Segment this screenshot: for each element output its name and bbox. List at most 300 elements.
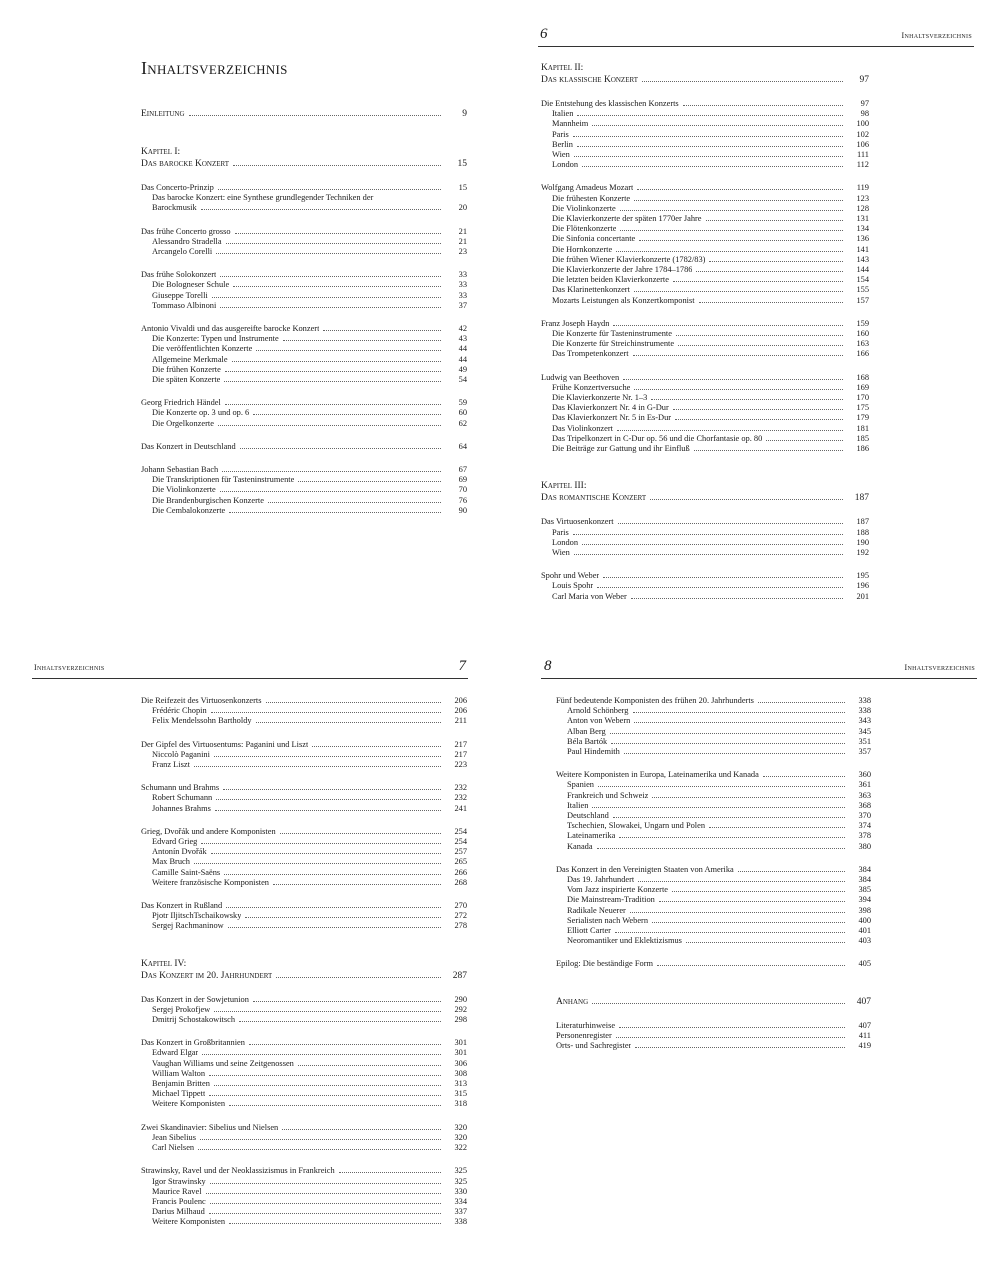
entry-title: Georg Friedrich Händel [141, 398, 221, 408]
dot-leader [218, 425, 441, 426]
entry-title: Die Konzerte für Streichinstrumente [552, 339, 675, 349]
entry-title: Felix Mendelssohn Bartholdy [152, 716, 252, 726]
entry-title: Alessandro Stradella [152, 236, 222, 246]
entry-page-number: 368 [858, 800, 871, 810]
dot-leader [233, 286, 441, 287]
toc-subentry [141, 485, 467, 495]
dot-leader [216, 253, 441, 254]
entry-page-number: 179 [856, 413, 869, 423]
toc-subentry [556, 727, 871, 737]
toc-section-entry [556, 865, 871, 875]
entry-page-number: 60 [458, 408, 467, 418]
entry-page-number: 363 [858, 790, 871, 800]
page-number: 7 [458, 658, 466, 674]
entry-title: Der Gipfel des Virtuosentums: Paganini und Liszt [141, 739, 309, 749]
entry-page-number: 37 [458, 300, 467, 310]
toc-subentry [141, 1099, 467, 1109]
entry-page-number: 232 [454, 793, 467, 803]
dot-leader [582, 166, 843, 167]
entry-title: Béla Bartók [567, 736, 608, 746]
spacer [141, 120, 467, 133]
dot-leader [198, 1149, 441, 1150]
introduction-entry [141, 108, 467, 120]
entry-title: Die späten Konzerte [152, 375, 221, 385]
entry-title: Die Klavierkonzerte Nr. 1–3 [552, 393, 648, 403]
toc-subentry [556, 737, 871, 747]
dot-leader [229, 512, 441, 513]
entry-page-number: 345 [858, 726, 871, 736]
dot-leader [686, 942, 845, 943]
entry-page-number: 185 [856, 433, 869, 443]
toc-subentry [541, 581, 869, 591]
entry-page-number: 187 [854, 493, 869, 504]
entry-title: Sergej Rachmaninow [152, 921, 224, 931]
entry-page-number: 320 [454, 1122, 467, 1132]
entry-page-number: 154 [856, 275, 869, 285]
entry-page-number: 287 [452, 970, 467, 981]
toc-subentry [541, 275, 869, 285]
toc-subentry [141, 1133, 467, 1143]
entry-page-number: 186 [856, 444, 869, 454]
toc-section-entry [141, 740, 467, 750]
toc-subentry [541, 109, 869, 119]
entry-title: Die Konzerte für Tasteninstrumente [552, 329, 672, 339]
dot-leader [616, 251, 843, 252]
toc-section-entry [141, 901, 467, 911]
entry-page-number: 181 [856, 423, 869, 433]
dot-leader [229, 1223, 441, 1224]
entry-title: Die Reifezeit des Virtuosenkonzerts [141, 696, 262, 705]
entry-page-number: 188 [856, 527, 869, 537]
toc-subentry [141, 1069, 467, 1079]
chapter-title-entry [141, 970, 467, 982]
entry-title: Weitere Komponisten [152, 1217, 226, 1227]
dot-leader [603, 577, 843, 578]
dot-leader [630, 912, 845, 913]
spacer [541, 504, 869, 517]
page-header-7 [32, 658, 468, 679]
toc-subentry [541, 285, 869, 295]
dot-leader [298, 1065, 441, 1066]
toc-subentry [556, 842, 871, 852]
entry-page-number: 407 [858, 1020, 871, 1030]
toc-subentry [541, 528, 869, 538]
dot-leader [210, 1203, 441, 1204]
dot-leader [763, 776, 845, 777]
entry-page-number: 131 [856, 214, 869, 224]
entry-page-number: 325 [454, 1176, 467, 1186]
dot-leader [619, 837, 845, 838]
toc-subentry [141, 878, 467, 888]
entry-page-number: 187 [856, 517, 869, 527]
entry-page-number: 160 [856, 329, 869, 339]
toc-subentry [556, 747, 871, 757]
entry-title: Louis Spohr [552, 581, 594, 591]
dot-leader [211, 853, 441, 854]
dot-leader [200, 1139, 441, 1140]
entry-title: Wien [552, 150, 570, 160]
entry-title: Carl Maria von Weber [552, 591, 627, 601]
toc-section-entry [541, 517, 869, 527]
entry-title: Die Hornkonzerte [552, 244, 613, 254]
toc-subentry [141, 1048, 467, 1058]
dot-leader [276, 977, 441, 978]
dot-leader [634, 200, 843, 201]
toc-section-entry [141, 270, 467, 280]
entry-title: Paris [552, 527, 569, 537]
dot-leader [216, 799, 441, 800]
toc-subentry [541, 150, 869, 160]
running-head: Inhaltsverzeichnis [904, 663, 975, 672]
entry-title: Zwei Skandinavier: Sibelius und Nielsen [141, 1122, 279, 1132]
toc-subentry [541, 538, 869, 548]
entry-title: Spanien [567, 780, 594, 790]
dot-leader [240, 448, 441, 449]
dot-leader [215, 810, 441, 811]
dot-leader [639, 240, 843, 241]
entry-page-number: 33 [458, 270, 467, 280]
toc-subentry [556, 936, 871, 946]
entry-title: Weitere Komponisten in Europa, Lateinamerika und Kanada [556, 770, 759, 780]
entry-title: Die Flötenkonzerte [552, 224, 617, 234]
dot-leader [194, 766, 441, 767]
entry-title: Die Brandenburgischen Konzerte [152, 495, 264, 505]
toc-section-entry [541, 571, 869, 581]
entry-title: Ludwig van Beethoven [541, 372, 620, 382]
toc-subentry [541, 349, 869, 359]
entry-title: Frankreich und Schweiz [567, 790, 649, 800]
entry-page-number: 98 [860, 109, 869, 119]
dot-leader [683, 105, 843, 106]
entry-title: Die frühen Konzerte [152, 364, 221, 374]
spacer [141, 727, 467, 740]
toc-subentry [141, 1089, 467, 1099]
toc-subentry [541, 413, 869, 423]
entry-page-number: 134 [856, 224, 869, 234]
entry-page-number: 206 [454, 696, 467, 705]
entry-title: Vom Jazz inspirierte Konzerte [567, 885, 669, 895]
entry-title: Spohr und Weber [541, 571, 600, 581]
entry-page-number: 306 [454, 1058, 467, 1068]
dot-leader [592, 125, 843, 126]
entry-page-number: 385 [858, 885, 871, 895]
entry-page-number: 97 [859, 75, 869, 85]
entry-title: Schumann und Brahms [141, 783, 220, 793]
toc-subentry [141, 237, 467, 247]
dot-leader [635, 1047, 845, 1048]
dot-leader [672, 891, 845, 892]
entry-page-number: 405 [858, 959, 871, 969]
entry-title: William Walton [152, 1068, 206, 1078]
dot-leader [209, 1213, 441, 1214]
entry-title: Johannes Brahms [152, 803, 211, 813]
toc-subentry [556, 811, 871, 821]
toc-subentry [541, 592, 869, 602]
toc-subentry [141, 1177, 467, 1187]
entry-page-number: 206 [454, 706, 467, 716]
entry-page-number: 170 [856, 393, 869, 403]
entry-title: Niccolò Paganini [152, 749, 210, 759]
entry-title: Die Bologneser Schule [152, 280, 230, 290]
entry-title: Robert Schumann [152, 793, 213, 803]
toc-subentry [141, 1187, 467, 1197]
dot-leader [610, 733, 845, 734]
toc-section-entry [541, 99, 869, 109]
toc-subentry [141, 921, 467, 931]
entry-page-number: 268 [454, 877, 467, 887]
entry-page-number: 69 [458, 475, 467, 485]
toc-subentry [141, 301, 467, 311]
entry-page-number: 119 [856, 183, 869, 193]
entry-page-number: 90 [458, 505, 467, 515]
toc-section-entry [141, 1038, 467, 1048]
entry-title: Arcangelo Corelli [152, 247, 213, 257]
spacer [141, 214, 467, 227]
spacer [141, 311, 467, 324]
entry-page-number: 357 [858, 747, 871, 757]
entry-title: London [552, 160, 579, 170]
toc-subentry [141, 506, 467, 516]
entry-title: London [552, 537, 579, 547]
entry-page-number: 315 [454, 1089, 467, 1099]
toc-subentry [556, 875, 871, 885]
toc-subentry [141, 247, 467, 257]
toc-section-entry [556, 696, 871, 706]
entry-title: Pjotr IljitschTschaikowsky [152, 911, 242, 921]
entry-page-number: 201 [856, 591, 869, 601]
entry-page-number: 141 [856, 244, 869, 254]
entry-page-number: 128 [856, 203, 869, 213]
dot-leader [209, 1095, 441, 1096]
toc-subentry [541, 329, 869, 339]
entry-title: Darius Milhaud [152, 1207, 205, 1217]
entry-page-number: 33 [458, 290, 467, 300]
entry-title: Anton von Webern [567, 716, 631, 726]
toc-section-entry [541, 319, 869, 329]
entry-title: Dmitrij Schostakowitsch [152, 1015, 236, 1025]
dot-leader [222, 471, 441, 472]
spacer [141, 982, 467, 995]
dot-leader [633, 712, 846, 713]
toc-subentry [141, 1217, 467, 1227]
entry-page-number: 15 [458, 183, 467, 192]
toc-subentry [141, 760, 467, 770]
toc-subentry [541, 255, 869, 265]
toc-entries-page-7 [141, 696, 467, 1228]
entry-title: Die Sinfonia concertante [552, 234, 636, 244]
toc-subentry [541, 194, 869, 204]
toc-subentry [141, 911, 467, 921]
dot-leader [706, 220, 843, 221]
entry-page-number: 400 [858, 915, 871, 925]
entry-page-number: 136 [856, 234, 869, 244]
entry-title: Kanada [567, 841, 593, 851]
spacer [556, 970, 871, 983]
dot-leader [613, 817, 845, 818]
entry-page-number: 241 [454, 803, 467, 813]
dot-leader [228, 927, 441, 928]
entry-page-number: 361 [858, 780, 871, 790]
entry-title: Antonio Vivaldi und das ausgereifte barocke Konzert [141, 324, 320, 334]
entry-title: Tschechien, Slowakei, Ungarn und Polen [567, 821, 706, 831]
entry-page-number: 168 [856, 372, 869, 382]
entry-page-number: 21 [458, 236, 467, 246]
dot-leader [209, 1075, 441, 1076]
entry-title: Franz Joseph Haydn [541, 318, 610, 328]
toc-subentry [141, 793, 467, 803]
toc-subentry [141, 804, 467, 814]
entry-page-number: 370 [858, 811, 871, 821]
dot-leader [201, 843, 441, 844]
toc-subentry [541, 296, 869, 306]
entry-page-number: 166 [856, 349, 869, 359]
dot-leader [642, 81, 843, 82]
entry-page-number: 112 [856, 160, 869, 170]
page-6 [538, 26, 974, 632]
toc-section-entry [141, 183, 467, 193]
entry-page-number: 62 [458, 418, 467, 428]
dot-leader [218, 189, 441, 190]
toc-subentry [541, 403, 869, 413]
entry-title: Johann Sebastian Bach [141, 465, 219, 475]
toc-subentry [141, 334, 467, 344]
spacer [556, 946, 871, 959]
entry-page-number: 9 [462, 109, 467, 119]
toc-subentry [141, 857, 467, 867]
dot-leader [633, 355, 843, 356]
page-header-6 [538, 26, 974, 47]
entry-page-number: 15 [457, 159, 467, 169]
page-number: 6 [540, 26, 548, 42]
entry-page-number: 384 [858, 875, 871, 885]
dot-leader [223, 789, 441, 790]
entry-page-number: 265 [454, 857, 467, 867]
toc-subentry [141, 1207, 467, 1217]
spacer [541, 467, 869, 480]
toc-subentry [541, 548, 869, 558]
entry-title: Das Klarinettenkonzert [552, 285, 630, 295]
toc-subentry [556, 716, 871, 726]
toc-subentry [141, 419, 467, 429]
dot-leader [256, 722, 441, 723]
dot-leader [253, 1001, 441, 1002]
entry-page-number: 97 [860, 99, 869, 108]
entry-page-number: 384 [858, 864, 871, 874]
entry-title: Italien [567, 800, 589, 810]
dot-leader [652, 922, 845, 923]
entry-title: Giuseppe Torelli [152, 290, 208, 300]
spacer [141, 452, 467, 465]
entry-title: Das Trompetenkonzert [552, 349, 629, 359]
entry-page-number: 330 [454, 1186, 467, 1196]
entry-title: Edward Elgar [152, 1048, 199, 1058]
entry-page-number: 380 [858, 841, 871, 851]
toc-subentry [541, 130, 869, 140]
dot-leader [206, 1193, 441, 1194]
dot-leader [634, 291, 843, 292]
entry-page-number: 169 [856, 382, 869, 392]
toc-section-entry [141, 227, 467, 237]
toc-subentry [141, 375, 467, 385]
toc-subentry [541, 119, 869, 129]
entry-title: Das klassische Konzert [541, 75, 639, 85]
entry-page-number: 49 [458, 364, 467, 374]
toc-section-entry [141, 827, 467, 837]
toc-subentry [556, 916, 871, 926]
dot-leader [239, 1021, 441, 1022]
toc-subentry [141, 716, 467, 726]
entry-title: Das Konzert in den Vereinigten Staaten von Amerika [556, 864, 734, 874]
dot-leader [582, 544, 843, 545]
spacer [541, 360, 869, 373]
entry-title: Einleitung [141, 109, 185, 119]
toc-subentry [541, 204, 869, 214]
spacer [141, 429, 467, 442]
chapter-label: Kapitel I: [141, 147, 181, 157]
entry-title: Grieg, Dvořák und andere Komponisten [141, 826, 276, 836]
dot-leader [253, 414, 441, 415]
entry-title: Epilog: Die beständige Form [556, 959, 653, 969]
spacer [541, 454, 869, 467]
entry-title: Das Konzert in der Sowjetunion [141, 994, 249, 1004]
toc-section-entry [141, 465, 467, 475]
dot-leader [577, 146, 843, 147]
dot-leader [202, 1054, 441, 1055]
dot-leader [611, 743, 845, 744]
dot-leader [623, 379, 843, 380]
toc-subentry [141, 496, 467, 506]
dot-leader [273, 884, 441, 885]
entry-page-number: 272 [454, 911, 467, 921]
toc-subentry [556, 926, 871, 936]
entry-title: Literaturhinweise [556, 1020, 616, 1030]
spacer [556, 757, 871, 770]
dot-leader [220, 491, 441, 492]
entry-title: Die Transkriptionen für Tasteninstrumente [152, 475, 295, 485]
dot-leader [211, 712, 441, 713]
entry-title: Das Konzert in Großbritannien [141, 1038, 245, 1048]
dot-leader [651, 399, 843, 400]
entry-title: Die Klavierkonzerte der Jahre 1784–1786 [552, 265, 693, 275]
toc-subentry [141, 355, 467, 365]
entry-title: Franz Liszt [152, 760, 190, 770]
dot-leader [673, 409, 843, 410]
entry-title: Michael Tippett [152, 1089, 206, 1099]
toc-section-entry [141, 1123, 467, 1133]
entry-title: Radikale Neuerer [567, 905, 626, 915]
toc-subentry [556, 831, 871, 841]
dot-leader [189, 115, 441, 116]
entry-page-number: 338 [858, 696, 871, 705]
entry-page-number: 217 [454, 739, 467, 749]
entry-title: Das Konzert in Deutschland [141, 441, 236, 451]
dot-leader [220, 307, 441, 308]
toc-subentry [141, 847, 467, 857]
entry-title: Vaughan Williams und seine Zeitgenossen [152, 1058, 294, 1068]
entry-page-number: 308 [454, 1068, 467, 1078]
entry-page-number: 211 [454, 716, 467, 726]
entry-page-number: 163 [856, 339, 869, 349]
entry-title: Weitere französische Komponisten [152, 877, 269, 887]
toc-subentry [141, 365, 467, 375]
dot-leader [696, 271, 843, 272]
entry-page-number: 338 [454, 1217, 467, 1227]
entry-title: Frühe Konzertversuche [552, 382, 631, 392]
entry-title: Benjamin Britten [152, 1079, 210, 1089]
chapter-label: Kapitel II: [541, 63, 584, 73]
toc-subentry [541, 383, 869, 393]
entry-page-number: 378 [858, 831, 871, 841]
